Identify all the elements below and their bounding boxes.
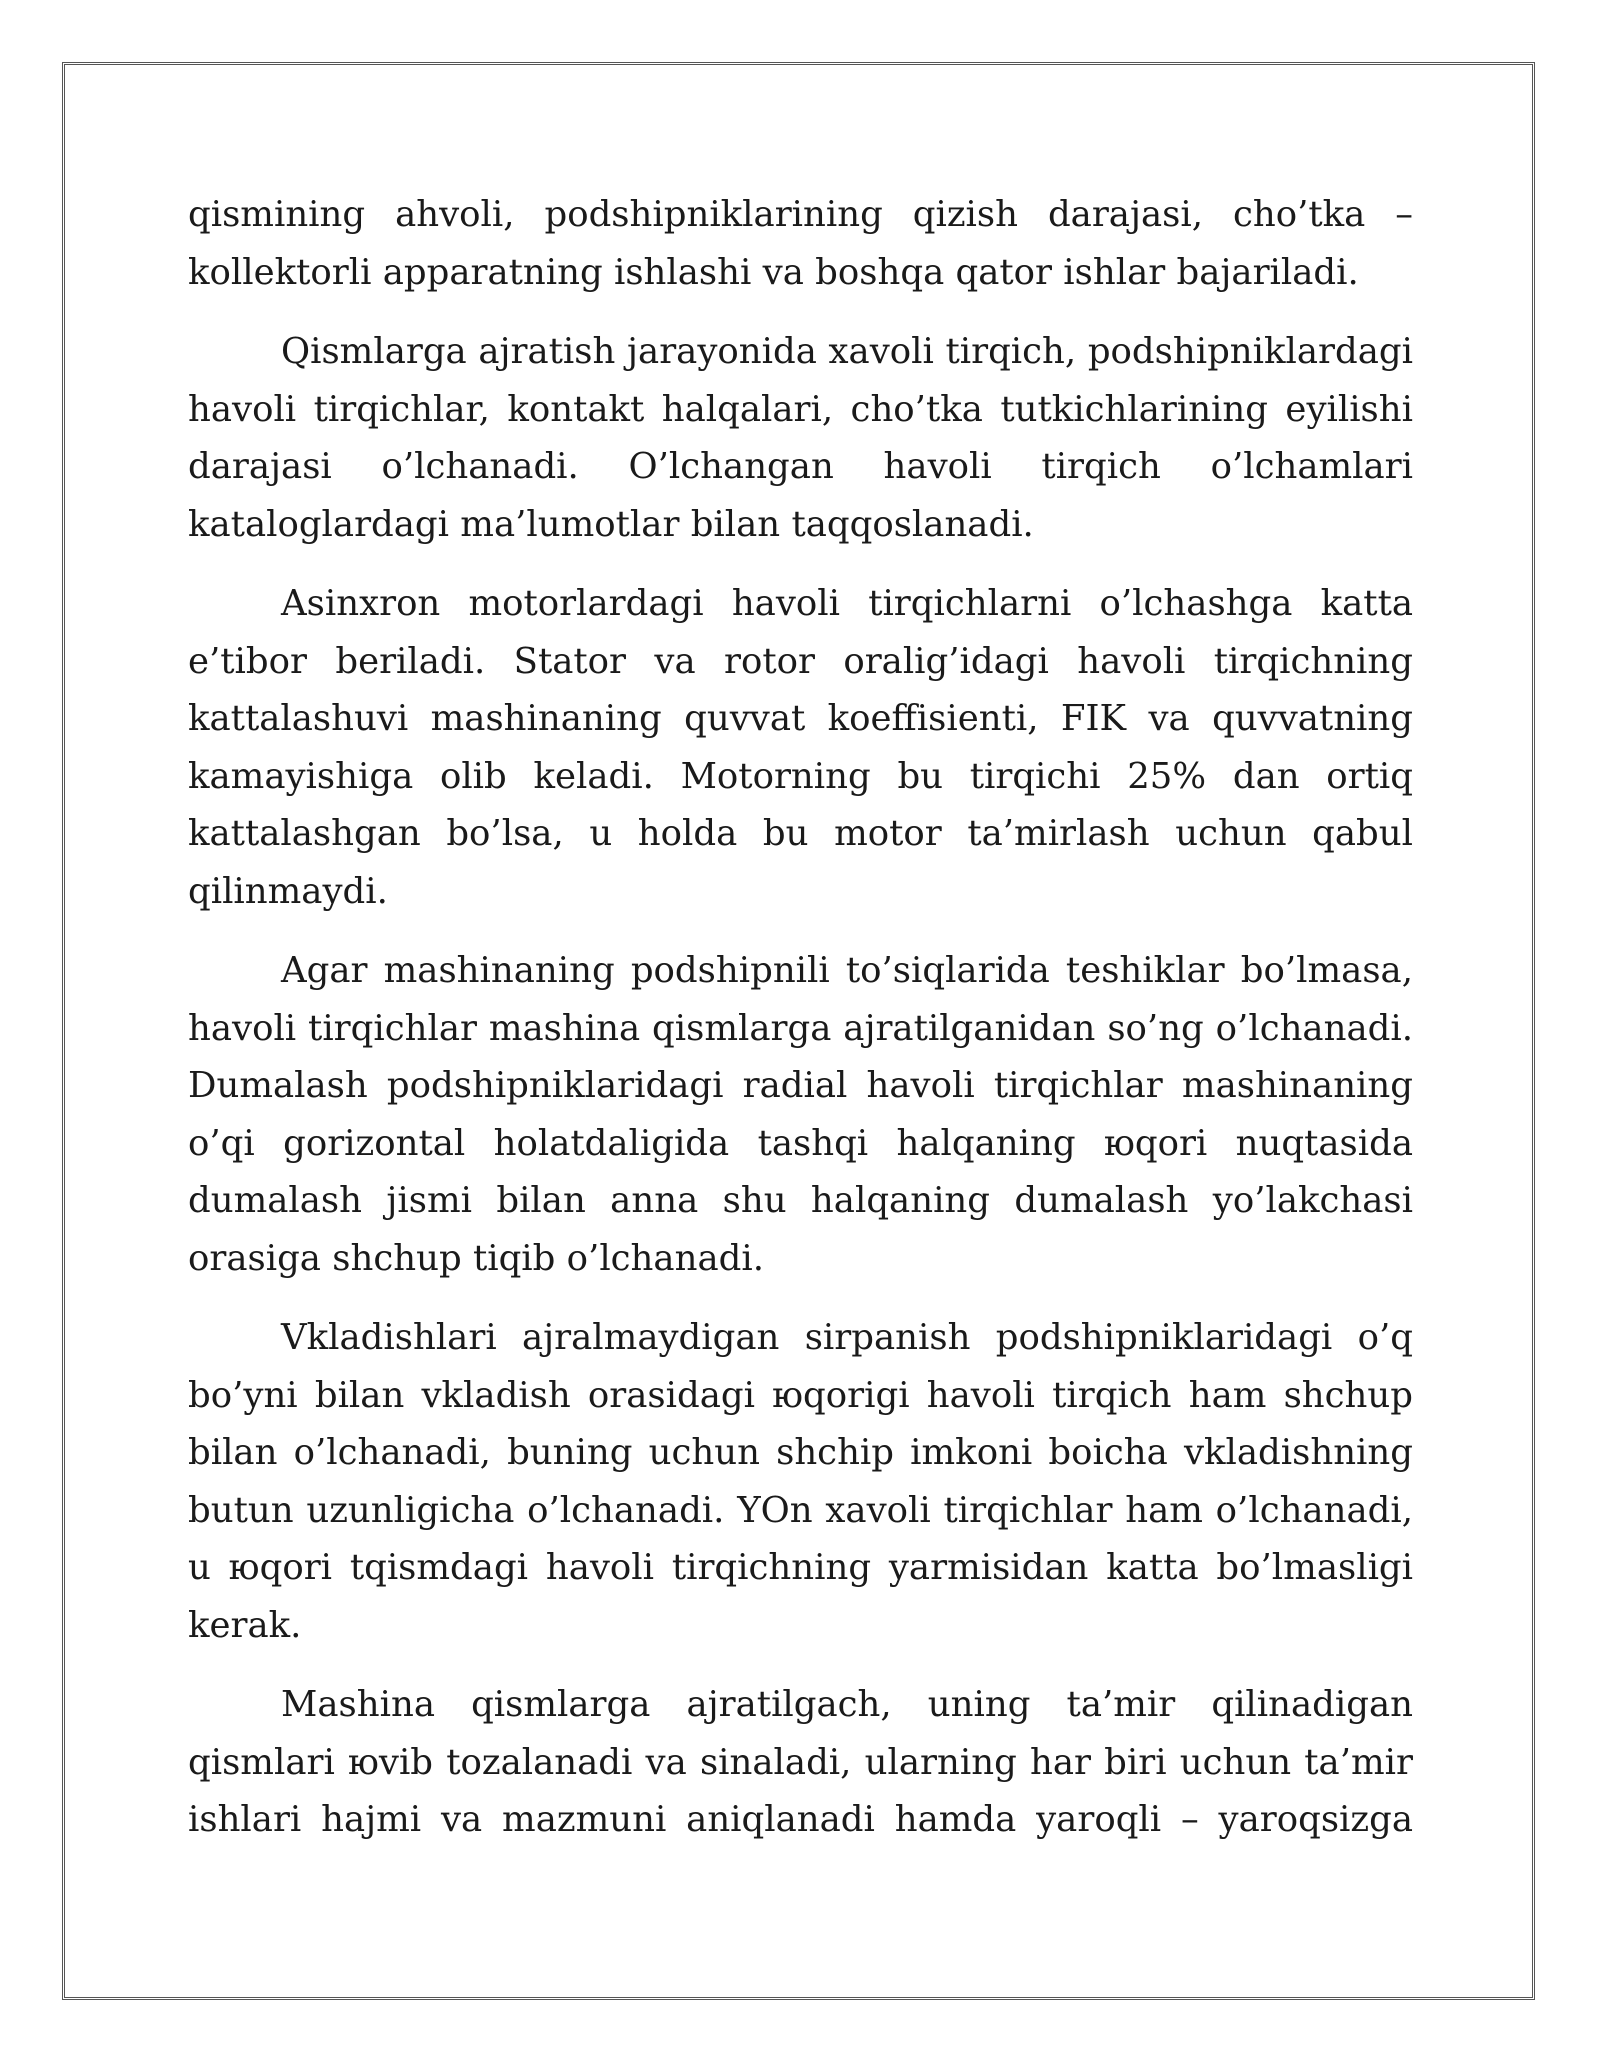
paragraph-truncated: Mashina qismlarga ajratilgach, uning ta’mir qilinadigan qismlari юvib tozalanadi va sinaladi, ularning har biri uchun ta’mir ishlari hajmi va mazmuni aniqlanadi hamda yaroqli – yaroqsizga	[188, 1684, 1413, 1840]
paragraph: Qismlarga ajratish jarayonida xavoli tirqich, podshipniklardagi havoli tirqichlar, kontakt halqalari, cho’tka tutkichlarining eyilishi darajasi o’lchanadi. O’lchangan havoli tirqich o’lchamlari kataloglardagi ma’lumotlar bilan taqqoslanadi.	[188, 331, 1413, 545]
paragraph: Asinxron motorlardagi havoli tirqichlarni o’lchashga katta e’tibor beriladi. Stator va rotor oralig’idagi havoli tirqichning kattalashuvi mashinaning quvvat koeffisienti, FIK va quvvatning kamayishiga olib keladi. Motorning bu tirqichi 25% dan ortiq kattalashgan bo’lsa, u holda bu motor ta’mirlash uchun qabul qilinmaydi.	[188, 583, 1413, 912]
paragraph-continuation: qismining ahvoli, podshipniklarining qizish darajasi, cho’tka – kollektorli apparatning ishlashi va boshqa qator ishlar bajariladi.	[188, 194, 1413, 293]
paragraph: Agar mashinaning podshipnili to’siqlarida teshiklar bo’lmasa, havoli tirqichlar mashina qismlarga ajratilganidan so’ng o’lchanadi. Dumalash podshipniklaridagi radial havoli tirqichlar mashinaning o’qi gorizontal holatdaligida tashqi halqaning юqori nuqtasida dumalash jismi bilan anna shu halqaning dumalash yo’lakchasi orasiga shchup tiqib o’lchanadi.	[188, 950, 1413, 1279]
document-body	[188, 186, 1413, 1871]
paragraph: Vkladishlari ajralmaydigan sirpanish podshipniklaridagi o’q bo’yni bilan vkladish orasidagi юqorigi havoli tirqich ham shchup bilan o’lchanadi, buning uchun shchip imkoni boicha vkladishning butun uzunligicha o’lchanadi. YOn xavoli tirqichlar ham o’lchanadi, u юqori tqismdagi havoli tirqichning yarmisidan katta bo’lmasligi kerak.	[188, 1317, 1413, 1646]
